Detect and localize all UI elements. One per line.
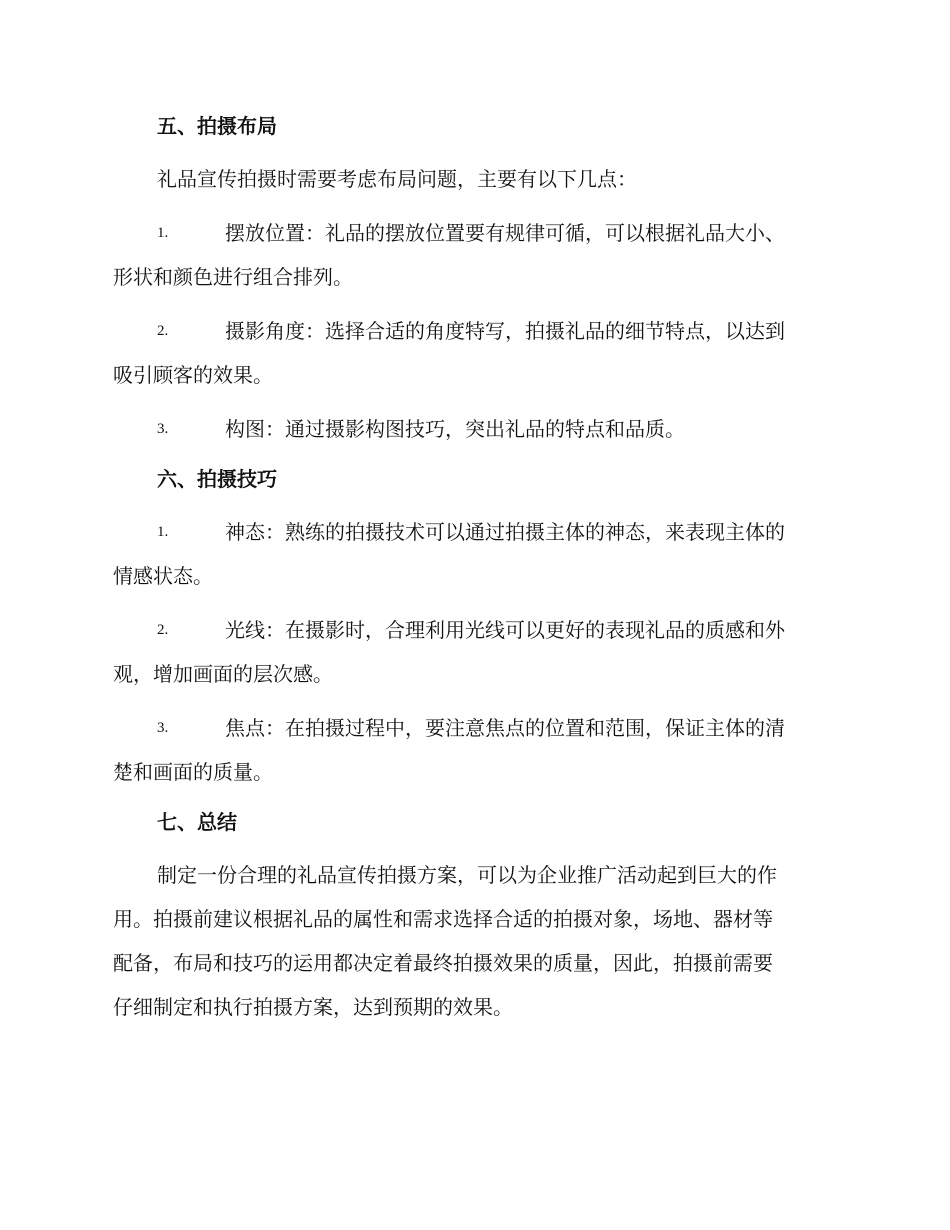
summary-line: 仔细制定和执行拍摄方案，达到预期的效果。 <box>113 995 513 1019</box>
list-item-continuation: 形状和颜色进行组合排列。 <box>113 265 353 289</box>
summary-line: 配备，布局和技巧的运用都决定着最终拍摄效果的质量，因此，拍摄前需要 <box>113 951 773 975</box>
list-item <box>113 309 835 397</box>
summary-line: 制定一份合理的礼品宣传拍摄方案，可以为企业推广活动起到巨大的作 <box>157 863 777 887</box>
section-heading-summary: 七、总结 <box>157 810 237 834</box>
list-item <box>113 211 835 299</box>
list-number: 1. <box>157 225 169 241</box>
list-item-text: 摄影角度：选择合适的角度特写，拍摄礼品的细节特点，以达到 <box>225 319 785 343</box>
list-item <box>113 510 835 598</box>
list-item-continuation: 情感状态。 <box>113 564 213 588</box>
list-item <box>113 608 835 696</box>
list-item <box>113 407 835 451</box>
summary-paragraph <box>113 853 835 1029</box>
list-number: 2. <box>157 622 169 638</box>
list-item-continuation: 观，增加画面的层次感。 <box>113 662 333 686</box>
list-item-text: 焦点：在拍摄过程中，要注意焦点的位置和范围，保证主体的清 <box>225 716 785 740</box>
section-heading-layout: 五、拍摄布局 <box>157 114 277 138</box>
list-item-text: 构图：通过摄影构图技巧，突出礼品的特点和品质。 <box>225 417 685 441</box>
section-intro: 礼品宣传拍摄时需要考虑布局问题，主要有以下几点： <box>157 167 637 191</box>
list-number: 3. <box>157 720 169 736</box>
list-number: 3. <box>157 421 169 437</box>
list-item-text: 摆放位置：礼品的摆放位置要有规律可循，可以根据礼品大小、 <box>225 221 785 245</box>
list-number: 1. <box>157 524 169 540</box>
summary-line: 用。拍摄前建议根据礼品的属性和需求选择合适的拍摄对象，场地、器材等 <box>113 907 773 931</box>
document-body <box>113 108 835 1039</box>
list-item-text: 光线：在摄影时，合理利用光线可以更好的表现礼品的质感和外 <box>225 618 785 642</box>
list-item <box>113 706 835 794</box>
list-item-text: 神态：熟练的拍摄技术可以通过拍摄主体的神态，来表现主体的 <box>225 520 785 544</box>
list-item-continuation: 吸引顾客的效果。 <box>113 363 273 387</box>
list-item-continuation: 楚和画面的质量。 <box>113 760 273 784</box>
section-heading-techniques: 六、拍摄技巧 <box>157 467 277 491</box>
list-number: 2. <box>157 323 169 339</box>
